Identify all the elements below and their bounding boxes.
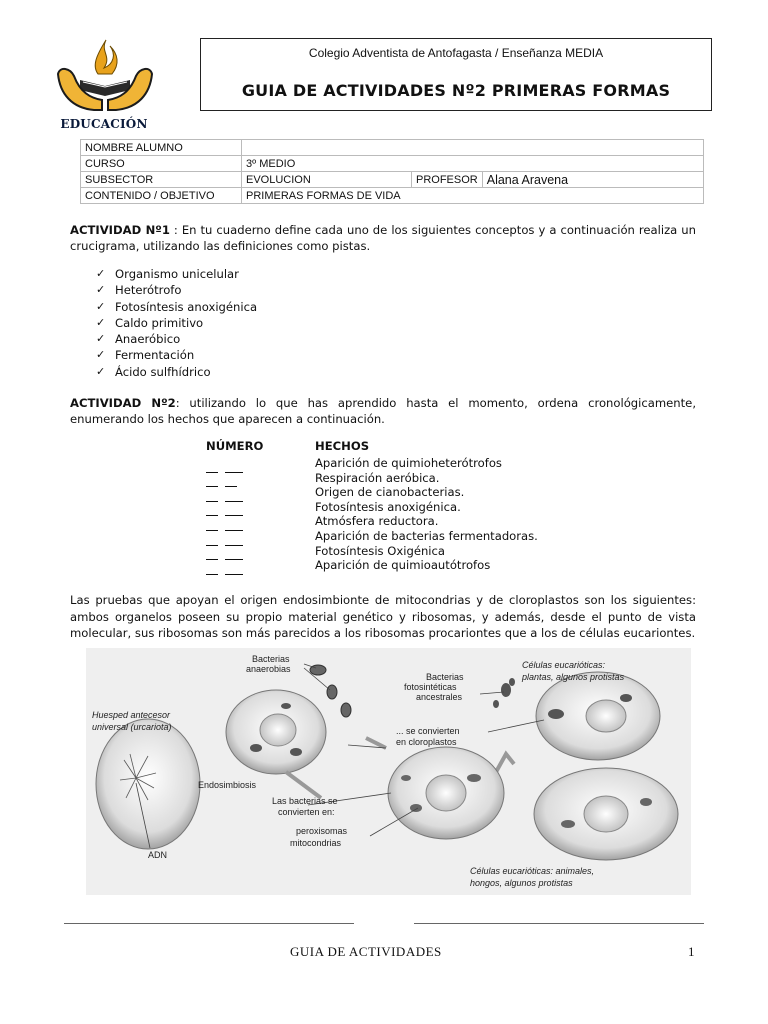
subsector-value: EVOLUCION (242, 172, 412, 188)
svg-text:hongos, algunos protistas: hongos, algunos protistas (470, 878, 573, 888)
number-blank[interactable] (206, 487, 243, 502)
list-item: ✓ Caldo primitivo (96, 315, 204, 330)
svg-text:convierten en:: convierten en: (278, 807, 335, 817)
logo-text: EDUCACIÓN (60, 117, 148, 131)
list-item: ✓ Anaeróbico (96, 332, 181, 347)
footer-divider-right (414, 923, 704, 924)
label-celulas-plantas: Células eucarióticas: (522, 660, 606, 670)
number-blank[interactable] (206, 560, 243, 575)
footer-divider-left (64, 923, 354, 924)
svg-text:fotosintéticas: fotosintéticas (404, 682, 457, 692)
profesor-label: PROFESOR (412, 172, 483, 188)
svg-text:ancestrales: ancestrales (416, 692, 463, 702)
table-row (81, 156, 704, 172)
number-blank[interactable] (206, 531, 243, 546)
label-endosimbiosis: Endosimbiosis (198, 780, 257, 790)
list-item: ✓ Ácido sulfhídrico (96, 364, 211, 379)
concept-list (96, 266, 257, 380)
endosymbiosis-diagram (86, 648, 691, 895)
school-name: Colegio Adventista de Antofagasta / Enseñanza MEDIA (308, 46, 604, 60)
label-huesped: Huesped antecesor (92, 710, 171, 720)
checkmark-icon: ✓ (96, 315, 106, 329)
list-item: Respiración aeróbica. (315, 470, 440, 485)
contenido-label: CONTENIDO / OBJETIVO (81, 188, 242, 204)
header-box (200, 38, 712, 111)
column-hechos: HECHOS (315, 439, 370, 453)
nombre-label: NOMBRE ALUMNO (81, 140, 242, 156)
list-item: Aparición de quimioheterótrofos (315, 456, 502, 470)
label-bacterias-anaerobias: Bacterias (252, 654, 290, 664)
list-item: Atmósfera reductora. (315, 514, 439, 529)
label-bacterias-fotosinteticas: Bacterias (426, 672, 464, 682)
number-blanks (206, 458, 243, 575)
student-info-table (80, 139, 704, 204)
label-se-convierten: ... se convierten (396, 726, 460, 736)
list-item: ✓ Heterótrofo (96, 283, 182, 298)
number-blank[interactable] (206, 546, 243, 561)
checkmark-icon: ✓ (96, 267, 106, 280)
label-las-bacterias: Las bacterias se (272, 796, 338, 806)
list-item: ✓ Organismo unicelular (96, 267, 239, 281)
table-row (81, 172, 704, 188)
number-blank[interactable] (206, 458, 243, 473)
endosymbiosis-paragraph: Las pruebas que apoyan el origen endosimbionte de mitocondrias y de cloroplastos son los siguientes: ambos organelos poseen su propio material genético y ribosomas, y además, desde el punto de vista molecular, sus ribosomas son más parecidos a los ribosomas procariontes que a los de células eucariontes. (70, 593, 696, 640)
list-item: Fotosíntesis Oxigénica (315, 543, 446, 558)
footer-title: GUIA DE ACTIVIDADES (290, 944, 442, 959)
actividad-1-text (70, 222, 696, 254)
subsector-label: SUBSECTOR (81, 172, 242, 188)
checkmark-icon: ✓ (96, 283, 106, 297)
actividad-1-label: ACTIVIDAD Nº1 (70, 223, 170, 237)
actividad-1-instructions: : En tu cuaderno define cada uno de los siguientes conceptos y a continuación realiza un crucigrama, utilizando las definiciones como pistas. (70, 223, 696, 253)
svg-text:plantas, algunos protistas: plantas, algunos protistas (522, 672, 625, 682)
actividad-2-text (70, 395, 696, 427)
list-item: Aparición de quimioautótrofos (315, 558, 491, 573)
checkmark-icon: ✓ (96, 364, 106, 378)
list-item: Origen de cianobacterias. (315, 485, 465, 500)
checkmark-icon: ✓ (96, 299, 106, 313)
list-item: Aparición de bacterias fermentadoras. (315, 528, 538, 543)
number-blank[interactable] (206, 473, 243, 488)
table-row (81, 140, 704, 156)
number-blank[interactable] (206, 502, 243, 517)
label-adn: ADN (148, 850, 168, 860)
list-item: ✓ Fotosíntesis anoxigénica (96, 299, 258, 314)
flame-icon (95, 40, 117, 74)
curso-value: 3º MEDIO (242, 156, 704, 172)
list-item: Fotosíntesis anoxigénica. (315, 499, 461, 514)
label-mitocondrias: mitocondrias (290, 838, 342, 848)
actividad-2-instructions: : utilizando lo que has aprendido hasta el momento, ordena cronológicamente, enumerando los hechos que aparecen a continuación. (70, 396, 696, 426)
label-peroxisomas: peroxisomas (296, 826, 348, 836)
contenido-value: PRIMERAS FORMAS DE VIDA (242, 188, 704, 204)
nombre-field[interactable] (242, 140, 704, 156)
table-row (81, 188, 704, 204)
svg-text:anaerobias: anaerobias (246, 664, 291, 674)
number-blank[interactable] (206, 516, 243, 531)
svg-text:universal (urcariota): universal (urcariota) (92, 722, 172, 732)
host-cell (96, 719, 200, 849)
page-title: GUIA DE ACTIVIDADES Nº2 PRIMERAS FORMAS (241, 81, 671, 100)
label-celulas-animales: Células eucarióticas: animales, (470, 866, 595, 876)
column-numero: NÚMERO (206, 439, 264, 453)
checkmark-icon: ✓ (96, 332, 106, 346)
curso-label: CURSO (81, 156, 242, 172)
checkmark-icon: ✓ (96, 348, 106, 362)
list-item: ✓ Fermentación (96, 348, 195, 363)
hechos-list (315, 456, 538, 573)
page-number: 1 (688, 944, 695, 959)
svg-text:en cloroplastos: en cloroplastos (396, 737, 457, 747)
profesor-value: Alana Aravena (482, 172, 703, 188)
actividad-2-label: ACTIVIDAD Nº2 (70, 396, 176, 410)
